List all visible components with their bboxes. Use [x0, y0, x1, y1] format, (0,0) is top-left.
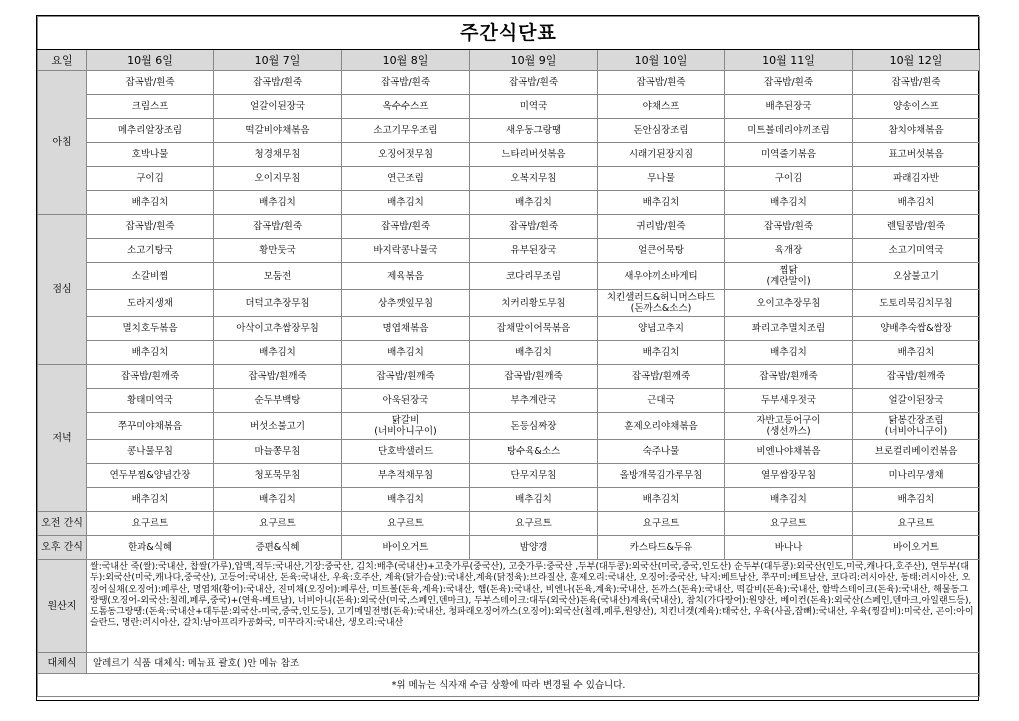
menu-cell: 잡곡밥/흰죽 — [342, 71, 470, 95]
menu-cell: 도라지생채 — [87, 290, 214, 317]
menu-cell: 부추계란국 — [470, 389, 598, 413]
menu-cell: 오이지무침 — [214, 167, 342, 191]
menu-cell: 표고버섯볶음 — [853, 143, 980, 167]
meal-row — [38, 413, 980, 440]
menu-cell: 배추김치 — [87, 488, 214, 512]
menu-cell: 명엽채볶음 — [342, 317, 470, 341]
menu-cell: 떡갈비야채볶음 — [214, 119, 342, 143]
menu-cell: 연근조림 — [342, 167, 470, 191]
menu-cell: 소고기미역국 — [853, 239, 980, 263]
menu-cell: 도토리묵김치무침 — [853, 290, 980, 317]
menu-cell: 양송이스프 — [853, 95, 980, 119]
snack-cell: 카스타드&두유 — [598, 536, 725, 560]
menu-cell: 버섯소불고기 — [214, 413, 342, 440]
menu-cell: 콩나물무침 — [87, 440, 214, 464]
menu-cell: 모둠전 — [214, 263, 342, 290]
menu-cell: 옥수수스프 — [342, 95, 470, 119]
menu-cell: 배추김치 — [853, 488, 980, 512]
menu-cell: 구이김 — [725, 167, 853, 191]
menu-cell: 잡곡밥/흰죽 — [87, 71, 214, 95]
menu-cell: 쭈꾸미야채볶음 — [87, 413, 214, 440]
weekly-menu-sheet — [36, 15, 979, 701]
menu-cell: 호박나물 — [87, 143, 214, 167]
snack-row — [38, 536, 980, 560]
menu-cell: 오복지무침 — [470, 167, 598, 191]
menu-cell: 참치야채볶음 — [853, 119, 980, 143]
menu-cell: 잡곡밥/흰죽 — [342, 215, 470, 239]
substitute-text: 알레르기 식품 대체식: 메뉴표 괄호( )안 메뉴 참조 — [87, 653, 980, 674]
page-title: 주간식단표 — [38, 17, 980, 50]
menu-cell: 배추김치 — [214, 488, 342, 512]
snack-cell: 요구르트 — [342, 512, 470, 536]
snack-cell: 바이오거트 — [853, 536, 980, 560]
snack-row — [38, 512, 980, 536]
day-header-label: 요일 — [38, 50, 87, 71]
meal-row — [38, 365, 980, 389]
snack-label: 오전 간식 — [38, 512, 87, 536]
menu-cell: 얼갈이된장국 — [853, 389, 980, 413]
date-header: 10월 11일 — [725, 50, 853, 71]
menu-cell: 잡곡밥/흰깨죽 — [725, 365, 853, 389]
menu-cell: 황만둣국 — [214, 239, 342, 263]
menu-cell: 얼큰어묵탕 — [598, 239, 725, 263]
menu-cell: 잡곡밥/흰죽 — [470, 215, 598, 239]
menu-cell: 배추김치 — [87, 341, 214, 365]
menu-cell: 파래김자반 — [853, 167, 980, 191]
menu-cell: 잡곡밥/흰죽 — [725, 71, 853, 95]
menu-cell: 유부된장국 — [470, 239, 598, 263]
menu-cell: 황태미역국 — [87, 389, 214, 413]
meal-row — [38, 119, 980, 143]
menu-cell: 오삼불고기 — [853, 263, 980, 290]
snack-cell: 요구르트 — [214, 512, 342, 536]
menu-cell: 크림스프 — [87, 95, 214, 119]
menu-cell: 배추김치 — [470, 488, 598, 512]
meal-label: 점심 — [38, 215, 87, 365]
menu-cell: 멸치호두볶음 — [87, 317, 214, 341]
menu-cell: 청포묵무침 — [214, 464, 342, 488]
menu-cell: 양배추숙쌈&쌈장 — [853, 317, 980, 341]
menu-cell: 소고기무우조림 — [342, 119, 470, 143]
meal-row — [38, 464, 980, 488]
snack-cell: 바나나 — [725, 536, 853, 560]
menu-cell: 야채스프 — [598, 95, 725, 119]
date-header: 10월 6일 — [87, 50, 214, 71]
menu-cell: 잡곡밥/흰죽 — [853, 71, 980, 95]
menu-cell: 잡곡밥/흰죽 — [214, 215, 342, 239]
menu-cell: 잡곡밥/흰깨죽 — [470, 365, 598, 389]
menu-cell: 배추김치 — [470, 191, 598, 215]
menu-cell: 배추김치 — [853, 191, 980, 215]
meal-row — [38, 215, 980, 239]
menu-cell: 얼갈이된장국 — [214, 95, 342, 119]
menu-cell: 더덕고추장무침 — [214, 290, 342, 317]
menu-cell: 아욱된장국 — [342, 389, 470, 413]
menu-cell: 잡곡밥/흰죽 — [598, 71, 725, 95]
menu-cell: 구이김 — [87, 167, 214, 191]
meal-label: 저녁 — [38, 365, 87, 512]
menu-cell: 미역줄기볶음 — [725, 143, 853, 167]
menu-cell: 배추된장국 — [725, 95, 853, 119]
menu-cell: 배추김치 — [725, 488, 853, 512]
menu-cell: 시래기된장지짐 — [598, 143, 725, 167]
menu-cell: 바지락콩나물국 — [342, 239, 470, 263]
menu-cell: 오이고추장무침 — [725, 290, 853, 317]
meal-row — [38, 263, 980, 290]
origin-text: 쌀:국내산 죽(쌀):국내산, 찹쌀(가루),압맥,적두:국내산,기장:중국산, 김치:배추(국내산)+고춧가루(중국산), 고춧가루:중국산 ,두부(대두콩):외국산(미국,중국,인도산) 순두부(대두콩):외국산(인도,미국,캐나다,호주산), 연두부(대두):외국산(미국,캐나다,중국산), 고등어:국내산, 돈육:국내산, 우육:호주산, 계육(닭가슴살):국내산,계육(닭정육):브라질산, 훈제오리:국내산, 오징어:중국산, 낙지:베트남산, 쭈꾸미:베트남산, 코다리:러시아산, 동태:러시아산, 오징어실채(오징어):페루산, 명엽채(황어):국내산, 진미채(오징어):페루산, 미트볼(돈육,계육):국내산, 햄(돈육):국내산, 비엔나(돈육,계육):국내산, 돈까스(돈육):국내산, 떡갈비(돈육):국내산, 함박스테이크(돈육):국내산, 해물동그랑땡(오징어-외국산:칠레,페루,중국)+(연육-베트남), 너비아니(돈육):외국산(미국,스페인,덴마크), 두부스테이크:대두(외국산)돈육(국내산)계육(국내산), 참치(가다랑어):원양산, 베이컨(돈육):외국산(스페인,덴마크,아일랜드등), 도톰동그랑땡:(돈육:국내산+대두분:외국산-미국,중국,인도등), 고기메밀전병(돈육):국내산, 청파래오징어까스(오징어):외국산(칠레,페루,원양산), 치킨너겟(계육):태국산, 우육(사골,잡뼈):국내산, 우육(찡갈비):미국산, 곤이:아이슬란드, 명란:러시아산, 갈치:남아프리카공화국, 미꾸라지:국내산, 생오리:국내산 — [87, 560, 980, 653]
menu-cell: 배추김치 — [598, 341, 725, 365]
menu-cell: 귀리밥/흰죽 — [598, 215, 725, 239]
menu-cell: 배추김치 — [853, 341, 980, 365]
meal-label: 아침 — [38, 71, 87, 215]
menu-cell: 잡곡밥/흰죽 — [470, 71, 598, 95]
menu-cell: 훈제오리야채볶음 — [598, 413, 725, 440]
meal-row — [38, 389, 980, 413]
menu-cell: 느타리버섯볶음 — [470, 143, 598, 167]
menu-cell: 육개장 — [725, 239, 853, 263]
menu-cell: 치킨샐러드&허니머스타드 (돈까스&소스) — [598, 290, 725, 317]
menu-cell: 비엔나야채볶음 — [725, 440, 853, 464]
date-header: 10월 12일 — [853, 50, 980, 71]
menu-cell: 배추김치 — [342, 488, 470, 512]
menu-cell: 양념고추지 — [598, 317, 725, 341]
meal-row — [38, 71, 980, 95]
menu-cell: 소고기탕국 — [87, 239, 214, 263]
menu-table — [37, 16, 980, 697]
snack-label: 오후 간식 — [38, 536, 87, 560]
menu-cell: 배추김치 — [342, 191, 470, 215]
menu-cell: 배추김치 — [214, 341, 342, 365]
menu-cell: 미역국 — [470, 95, 598, 119]
menu-cell: 연두부찜&양념간장 — [87, 464, 214, 488]
menu-cell: 렌틸콩밥/흰죽 — [853, 215, 980, 239]
menu-cell: 잡곡밥/흰깨죽 — [214, 365, 342, 389]
meal-row — [38, 143, 980, 167]
menu-cell: 청경채무침 — [214, 143, 342, 167]
menu-cell: 탕수육&소스 — [470, 440, 598, 464]
date-header: 10월 9일 — [470, 50, 598, 71]
menu-cell: 배추김치 — [87, 191, 214, 215]
meal-row — [38, 440, 980, 464]
menu-cell: 닭갈비 (너비아니구이) — [342, 413, 470, 440]
date-header: 10월 10일 — [598, 50, 725, 71]
menu-cell: 미트볼데리야끼조림 — [725, 119, 853, 143]
menu-cell: 코다리무조림 — [470, 263, 598, 290]
menu-cell: 자반고등어구이 (생선까스) — [725, 413, 853, 440]
menu-cell: 아삭이고추쌈장무침 — [214, 317, 342, 341]
menu-cell: 잡채말이어묵볶음 — [470, 317, 598, 341]
menu-cell: 잡곡밥/흰죽 — [214, 71, 342, 95]
menu-cell: 무나물 — [598, 167, 725, 191]
menu-cell: 배추김치 — [598, 191, 725, 215]
menu-cell: 미나리무생채 — [853, 464, 980, 488]
menu-cell: 배추김치 — [470, 341, 598, 365]
menu-cell: 브로컬리베이컨볶음 — [853, 440, 980, 464]
menu-cell: 마늘쫑무침 — [214, 440, 342, 464]
menu-cell: 소갈비찜 — [87, 263, 214, 290]
meal-row — [38, 239, 980, 263]
menu-cell: 오징어젓무침 — [342, 143, 470, 167]
date-header: 10월 8일 — [342, 50, 470, 71]
meal-row — [38, 488, 980, 512]
menu-cell: 치커리황도무침 — [470, 290, 598, 317]
menu-cell: 잡곡밥/흰죽 — [725, 215, 853, 239]
menu-cell: 잡곡밥/흰깨죽 — [598, 365, 725, 389]
menu-cell: 상추깻잎무침 — [342, 290, 470, 317]
menu-cell: 순두부백탕 — [214, 389, 342, 413]
meal-row — [38, 290, 980, 317]
menu-cell: 돈등심짜장 — [470, 413, 598, 440]
meal-row — [38, 191, 980, 215]
menu-cell: 잡곡밥/흰깨죽 — [342, 365, 470, 389]
meal-row — [38, 167, 980, 191]
menu-cell: 근대국 — [598, 389, 725, 413]
substitute-label: 대체식 — [38, 653, 87, 674]
menu-cell: 잡곡밥/흰깨죽 — [87, 365, 214, 389]
menu-cell: 찜닭 (계란말이) — [725, 263, 853, 290]
snack-cell: 요구르트 — [598, 512, 725, 536]
meal-row — [38, 95, 980, 119]
menu-cell: 부추적채무침 — [342, 464, 470, 488]
menu-cell: 단무지무침 — [470, 464, 598, 488]
menu-cell: 두부새우젓국 — [725, 389, 853, 413]
snack-cell: 한과&식혜 — [87, 536, 214, 560]
date-header: 10월 7일 — [214, 50, 342, 71]
snack-cell: 요구르트 — [853, 512, 980, 536]
meal-row — [38, 317, 980, 341]
menu-cell: 배추김치 — [598, 488, 725, 512]
menu-cell: 열무쌈장무침 — [725, 464, 853, 488]
menu-cell: 제육볶음 — [342, 263, 470, 290]
menu-cell: 올방개묵김가루무침 — [598, 464, 725, 488]
footnote: *위 메뉴는 식자재 수급 상황에 따라 변경될 수 있습니다. — [38, 674, 980, 697]
menu-cell: 배추김치 — [725, 341, 853, 365]
menu-cell: 새우동그랑땡 — [470, 119, 598, 143]
meal-row — [38, 341, 980, 365]
snack-cell: 바이오거트 — [342, 536, 470, 560]
menu-cell: 배추김치 — [342, 341, 470, 365]
snack-cell: 밤양갱 — [470, 536, 598, 560]
menu-cell: 배추김치 — [214, 191, 342, 215]
menu-cell: 꽈리고추멸치조림 — [725, 317, 853, 341]
origin-label: 원산지 — [38, 560, 87, 653]
menu-cell: 숙주나물 — [598, 440, 725, 464]
menu-cell: 잡곡밥/흰깨죽 — [853, 365, 980, 389]
snack-cell: 요구르트 — [87, 512, 214, 536]
menu-cell: 잡곡밥/흰죽 — [87, 215, 214, 239]
snack-cell: 요구르트 — [725, 512, 853, 536]
snack-cell: 증편&식혜 — [214, 536, 342, 560]
menu-cell: 돈안심장조림 — [598, 119, 725, 143]
menu-cell: 닭봉간장조림 (너비아니구이) — [853, 413, 980, 440]
menu-cell: 새우야끼소바게티 — [598, 263, 725, 290]
menu-cell: 배추김치 — [725, 191, 853, 215]
menu-cell: 단호박샐러드 — [342, 440, 470, 464]
menu-cell: 메추리알장조림 — [87, 119, 214, 143]
snack-cell: 요구르트 — [470, 512, 598, 536]
